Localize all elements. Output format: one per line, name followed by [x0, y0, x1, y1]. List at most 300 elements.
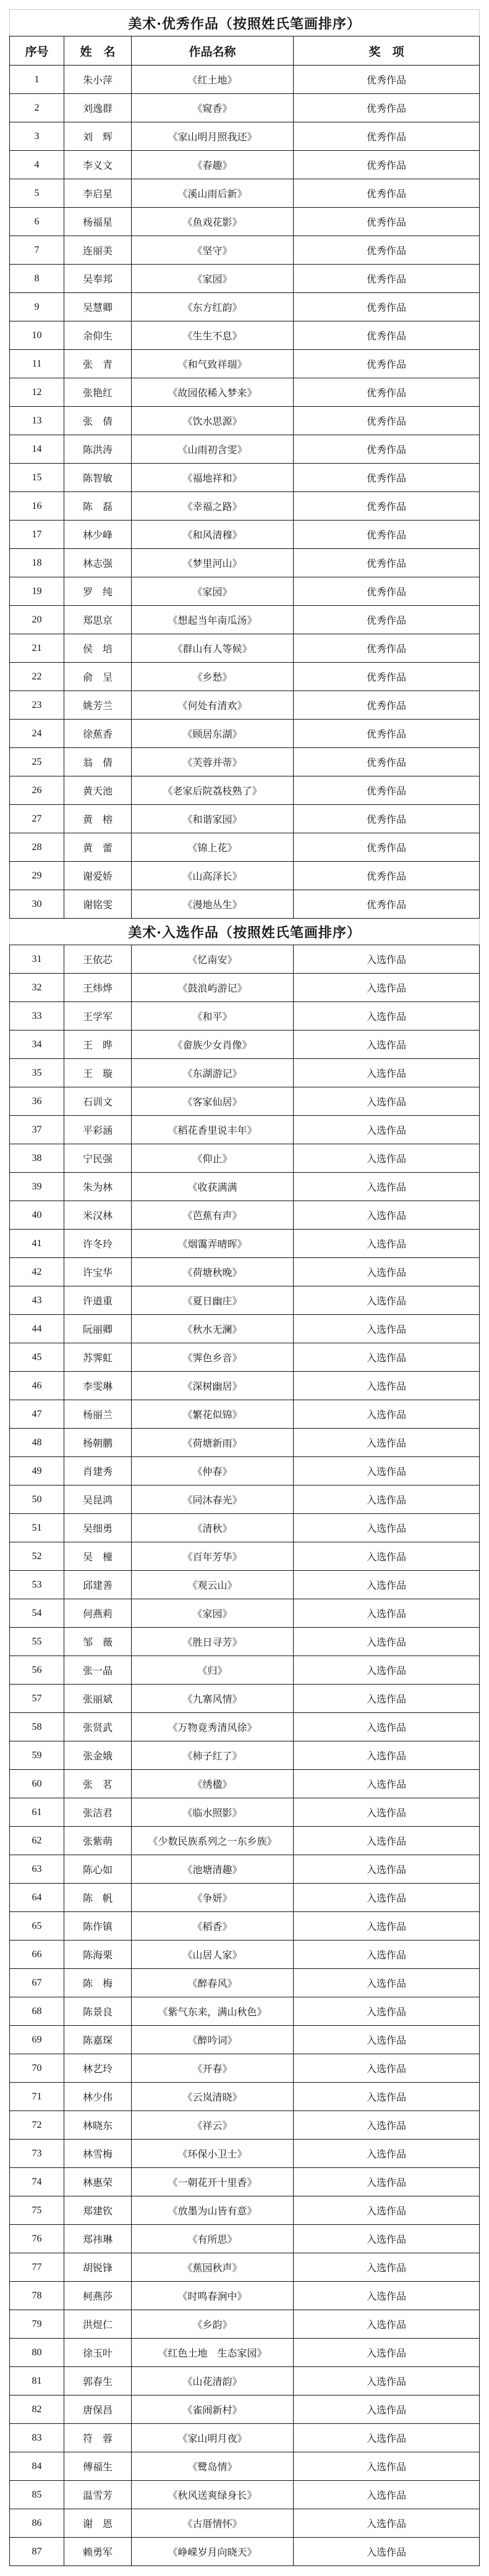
row-number: 25: [10, 748, 64, 776]
row-number: 38: [10, 1144, 64, 1173]
artist-name: 石训文: [64, 1087, 132, 1116]
table-row: [10, 2310, 480, 2339]
table-row: [10, 2225, 480, 2253]
award-type: 优秀作品: [294, 606, 480, 634]
row-number: 56: [10, 1656, 64, 1685]
artist-name: 郑建钦: [64, 2196, 132, 2225]
award-type: 优秀作品: [294, 748, 480, 776]
artist-name: 郑祎琳: [64, 2225, 132, 2253]
table-row: [10, 691, 480, 720]
award-type: 入选作品: [294, 1031, 480, 1059]
artist-name: 林晓东: [64, 2111, 132, 2140]
award-type: 入选作品: [294, 1144, 480, 1173]
row-number: 69: [10, 2026, 64, 2054]
work-title: 《饮水思源》: [132, 407, 294, 435]
artist-name: 谢 恩: [64, 2509, 132, 2538]
work-title: 《争妍》: [132, 1884, 294, 1912]
work-title: 《忆南安》: [132, 945, 294, 974]
award-type: 优秀作品: [294, 805, 480, 833]
work-title: 《荷塘秋晚》: [132, 1258, 294, 1286]
work-title: 《百年芳华》: [132, 1542, 294, 1571]
table-row: [10, 1912, 480, 1941]
work-title: 《山居人家》: [132, 1941, 294, 1969]
award-type: 入选作品: [294, 1315, 480, 1343]
row-number: 34: [10, 1031, 64, 1059]
row-number: 79: [10, 2310, 64, 2339]
table-row: [10, 521, 480, 549]
work-title: 《烟霭弄晴晖》: [132, 1230, 294, 1258]
work-title: 《归》: [132, 1656, 294, 1685]
artist-name: 陈洪涛: [64, 435, 132, 464]
artist-name: 杨福星: [64, 208, 132, 236]
row-number: 43: [10, 1286, 64, 1315]
table-row: [10, 748, 480, 776]
artist-name: 许道重: [64, 1286, 132, 1315]
work-title: 《云岚清晓》: [132, 2083, 294, 2111]
row-number: 26: [10, 776, 64, 805]
table-row: [10, 1855, 480, 1884]
artist-name: 翁 倩: [64, 748, 132, 776]
awards-table: [9, 9, 480, 2566]
table-row: [10, 492, 480, 521]
table-row: [10, 1542, 480, 1571]
table-row: [10, 2424, 480, 2452]
row-number: 64: [10, 1884, 64, 1912]
work-title: 《临水照影》: [132, 1798, 294, 1827]
work-title: 《仰止》: [132, 1144, 294, 1173]
artist-name: 林艺玲: [64, 2054, 132, 2083]
artist-name: 陈 磊: [64, 492, 132, 521]
table-row: [10, 1713, 480, 1741]
artist-name: 黄天池: [64, 776, 132, 805]
award-type: 优秀作品: [294, 577, 480, 606]
artist-name: 张 青: [64, 350, 132, 378]
work-title: 《家园》: [132, 577, 294, 606]
artist-name: 苏霁虹: [64, 1343, 132, 1372]
award-type: 入选作品: [294, 2282, 480, 2310]
table-row: [10, 1144, 480, 1173]
award-type: 入选作品: [294, 1486, 480, 1514]
award-type: 入选作品: [294, 1059, 480, 1087]
award-type: 入选作品: [294, 2367, 480, 2395]
artist-name: 吴奉邦: [64, 265, 132, 293]
award-type: 优秀作品: [294, 236, 480, 265]
table-row: [10, 805, 480, 833]
work-title: 《环保小卫士》: [132, 2140, 294, 2168]
row-number: 37: [10, 1116, 64, 1144]
artist-name: 黄 榕: [64, 805, 132, 833]
artist-name: 杨丽兰: [64, 1400, 132, 1429]
row-number: 61: [10, 1798, 64, 1827]
row-number: 2: [10, 94, 64, 122]
work-title: 《幸福之路》: [132, 492, 294, 521]
work-title: 《山高泽长》: [132, 862, 294, 890]
row-number: 13: [10, 407, 64, 435]
work-title: 《家山明月照我还》: [132, 122, 294, 151]
table-row: [10, 1884, 480, 1912]
row-number: 60: [10, 1770, 64, 1798]
work-title: 《家园》: [132, 265, 294, 293]
work-title: 《鱼戏花影》: [132, 208, 294, 236]
table-row: [10, 293, 480, 321]
table-row: [10, 776, 480, 805]
artist-name: 谢铭雯: [64, 890, 132, 919]
table-row: [10, 1827, 480, 1855]
row-number: 71: [10, 2083, 64, 2111]
award-type: 优秀作品: [294, 208, 480, 236]
artist-name: 陈嘉琛: [64, 2026, 132, 2054]
work-title: 《蕉园秋声》: [132, 2253, 294, 2282]
award-type: 入选作品: [294, 974, 480, 1002]
artist-name: 余仰生: [64, 321, 132, 350]
table-row: [10, 663, 480, 691]
artist-name: 俞 呈: [64, 663, 132, 691]
work-title: 《梦里河山》: [132, 549, 294, 577]
table-row: [10, 66, 480, 94]
row-number: 81: [10, 2367, 64, 2395]
work-title: 《万物竟秀清风徐》: [132, 1713, 294, 1741]
table-row: [10, 2083, 480, 2111]
award-type: 优秀作品: [294, 691, 480, 720]
award-type: 入选作品: [294, 1429, 480, 1457]
work-title: 《和平》: [132, 1002, 294, 1031]
table-row: [10, 151, 480, 179]
artist-name: 李启星: [64, 179, 132, 208]
section-title-row: [10, 10, 480, 36]
award-type: 入选作品: [294, 2481, 480, 2509]
award-type: 入选作品: [294, 2196, 480, 2225]
award-type: 优秀作品: [294, 407, 480, 435]
table-row: [10, 2538, 480, 2566]
work-title: 《池塘清趣》: [132, 1855, 294, 1884]
award-type: 入选作品: [294, 2111, 480, 2140]
award-type: 入选作品: [294, 2168, 480, 2196]
section-title-row: [10, 919, 480, 945]
row-number: 3: [10, 122, 64, 151]
table-row: [10, 1031, 480, 1059]
work-title: 《春趣》: [132, 151, 294, 179]
table-row: [10, 435, 480, 464]
award-type: 入选作品: [294, 1201, 480, 1230]
row-number: 68: [10, 1997, 64, 2026]
row-number: 52: [10, 1542, 64, 1571]
table-row: [10, 1258, 480, 1286]
row-number: 63: [10, 1855, 64, 1884]
row-number: 80: [10, 2339, 64, 2367]
award-type: 入选作品: [294, 2452, 480, 2481]
work-title: 《坚守》: [132, 236, 294, 265]
artist-name: 王炜烨: [64, 974, 132, 1002]
work-title: 《东湖游记》: [132, 1059, 294, 1087]
work-title: 《和气致祥瑞》: [132, 350, 294, 378]
artist-name: 王 璇: [64, 1059, 132, 1087]
row-number: 15: [10, 464, 64, 492]
row-number: 11: [10, 350, 64, 378]
row-number: 51: [10, 1514, 64, 1542]
award-type: 入选作品: [294, 2253, 480, 2282]
award-type: 入选作品: [294, 1173, 480, 1201]
table-row: [10, 2168, 480, 2196]
section-title: 美术·入选作品（按照姓氏笔画排序）: [10, 919, 480, 945]
row-number: 16: [10, 492, 64, 521]
work-title: 《荷塘新雨》: [132, 1429, 294, 1457]
work-title: 《清秋》: [132, 1514, 294, 1542]
artist-name: 姚芳兰: [64, 691, 132, 720]
table-row: [10, 2140, 480, 2168]
artist-name: 陈作镇: [64, 1912, 132, 1941]
award-type: 优秀作品: [294, 776, 480, 805]
row-number: 65: [10, 1912, 64, 1941]
work-title: 《群山有人等候》: [132, 634, 294, 663]
artist-name: 朱为林: [64, 1173, 132, 1201]
row-number: 36: [10, 1087, 64, 1116]
award-type: 优秀作品: [294, 435, 480, 464]
header-work: 作品名称: [132, 36, 294, 66]
award-type: 优秀作品: [294, 151, 480, 179]
table-row: [10, 378, 480, 407]
artist-name: 米汉林: [64, 1201, 132, 1230]
work-title: 《秋水无澜》: [132, 1315, 294, 1343]
artist-name: 张一晶: [64, 1656, 132, 1685]
work-title: 《山雨初含雯》: [132, 435, 294, 464]
award-type: 优秀作品: [294, 833, 480, 862]
row-number: 6: [10, 208, 64, 236]
work-title: 《鼓浪屿游记》: [132, 974, 294, 1002]
work-title: 《放墨为山皆有意》: [132, 2196, 294, 2225]
table-row: [10, 1372, 480, 1400]
row-number: 14: [10, 435, 64, 464]
artist-name: 林惠荣: [64, 2168, 132, 2196]
row-number: 20: [10, 606, 64, 634]
artist-name: 宁民强: [64, 1144, 132, 1173]
award-type: 入选作品: [294, 2140, 480, 2168]
artist-name: 林雪梅: [64, 2140, 132, 2168]
artist-name: 林少峰: [64, 521, 132, 549]
row-number: 70: [10, 2054, 64, 2083]
artist-name: 吴细勇: [64, 1514, 132, 1542]
work-title: 《醉吟词》: [132, 2026, 294, 2054]
row-number: 66: [10, 1941, 64, 1969]
table-row: [10, 1315, 480, 1343]
award-type: 入选作品: [294, 1400, 480, 1429]
award-type: 入选作品: [294, 2054, 480, 2083]
row-number: 18: [10, 549, 64, 577]
section-title: 美术·优秀作品（按照姓氏笔画排序）: [10, 10, 480, 36]
table-row: [10, 1286, 480, 1315]
work-title: 《溪山雨后新》: [132, 179, 294, 208]
table-row: [10, 1059, 480, 1087]
award-type: 优秀作品: [294, 634, 480, 663]
artist-name: 李义文: [64, 151, 132, 179]
work-title: 《夏日幽庄》: [132, 1286, 294, 1315]
work-title: 《顾居东湖》: [132, 720, 294, 748]
artist-name: 张 茗: [64, 1770, 132, 1798]
row-number: 58: [10, 1713, 64, 1741]
table-row: [10, 122, 480, 151]
artist-name: 陈 帆: [64, 1884, 132, 1912]
table-row: [10, 1770, 480, 1798]
table-row: [10, 1002, 480, 1031]
artist-name: 陈心如: [64, 1855, 132, 1884]
work-title: 《收获满满: [132, 1173, 294, 1201]
artist-name: 张金娥: [64, 1741, 132, 1770]
work-title: 《稻香》: [132, 1912, 294, 1941]
artist-name: 胡锐锋: [64, 2253, 132, 2282]
artist-name: 陈智敏: [64, 464, 132, 492]
work-title: 《东方红韵》: [132, 293, 294, 321]
table-row: [10, 350, 480, 378]
row-number: 82: [10, 2395, 64, 2424]
artist-name: 王依芯: [64, 945, 132, 974]
artist-name: 黄 蕾: [64, 833, 132, 862]
work-title: 《开春》: [132, 2054, 294, 2083]
table-row: [10, 1599, 480, 1628]
work-title: 《乡韵》: [132, 2310, 294, 2339]
table-row: [10, 606, 480, 634]
award-type: 优秀作品: [294, 521, 480, 549]
award-type: 入选作品: [294, 1457, 480, 1486]
artist-name: 吴昆鸿: [64, 1486, 132, 1514]
work-title: 《红色土地 生态家园》: [132, 2339, 294, 2367]
artist-name: 林少伟: [64, 2083, 132, 2111]
row-number: 75: [10, 2196, 64, 2225]
work-title: 《少数民族系列之一东乡族》: [132, 1827, 294, 1855]
row-number: 55: [10, 1628, 64, 1656]
award-type: 优秀作品: [294, 293, 480, 321]
work-title: 《观云山》: [132, 1571, 294, 1599]
award-type: 入选作品: [294, 1855, 480, 1884]
table-row: [10, 2054, 480, 2083]
artist-name: 张贤武: [64, 1713, 132, 1741]
artist-name: 温雪芳: [64, 2481, 132, 2509]
table-row: [10, 1941, 480, 1969]
work-title: 《醉春风》: [132, 1969, 294, 1997]
artist-name: 张丽斌: [64, 1685, 132, 1713]
award-type: 入选作品: [294, 1571, 480, 1599]
work-title: 《芭蕉有声》: [132, 1201, 294, 1230]
artist-name: 唐保昌: [64, 2395, 132, 2424]
row-number: 83: [10, 2424, 64, 2452]
table-row: [10, 1201, 480, 1230]
work-title: 《九寨风情》: [132, 1685, 294, 1713]
row-number: 53: [10, 1571, 64, 1599]
work-title: 《古厝情怀》: [132, 2509, 294, 2538]
table-row: [10, 1997, 480, 2026]
artist-name: 傅福生: [64, 2452, 132, 2481]
work-title: 《繁花似锦》: [132, 1400, 294, 1429]
row-number: 74: [10, 2168, 64, 2196]
table-row: [10, 1741, 480, 1770]
artist-name: 罗 纯: [64, 577, 132, 606]
table-row: [10, 1628, 480, 1656]
award-type: 优秀作品: [294, 663, 480, 691]
row-number: 32: [10, 974, 64, 1002]
row-number: 1: [10, 66, 64, 94]
row-number: 50: [10, 1486, 64, 1514]
table-row: [10, 1116, 480, 1144]
table-row: [10, 2253, 480, 2282]
awards-table-body: [10, 10, 480, 2566]
work-title: 《红土地》: [132, 66, 294, 94]
row-number: 28: [10, 833, 64, 862]
work-title: 《老家后院荔枝熟了》: [132, 776, 294, 805]
table-row: [10, 634, 480, 663]
artist-name: 刘逸群: [64, 94, 132, 122]
award-type: 入选作品: [294, 1685, 480, 1713]
artist-name: 平彩涵: [64, 1116, 132, 1144]
table-row: [10, 1486, 480, 1514]
award-type: 入选作品: [294, 2424, 480, 2452]
work-title: 《柿子红了》: [132, 1741, 294, 1770]
award-type: 入选作品: [294, 2310, 480, 2339]
table-row: [10, 1571, 480, 1599]
table-row: [10, 1969, 480, 1997]
row-number: 49: [10, 1457, 64, 1486]
row-number: 9: [10, 293, 64, 321]
award-type: 优秀作品: [294, 350, 480, 378]
award-type: 优秀作品: [294, 549, 480, 577]
work-title: 《想起当年南瓜汤》: [132, 606, 294, 634]
artist-name: 邱建善: [64, 1571, 132, 1599]
work-title: 《家山明月夜》: [132, 2424, 294, 2452]
work-title: 《山花清韵》: [132, 2367, 294, 2395]
artist-name: 赖勇军: [64, 2538, 132, 2566]
award-type: 入选作品: [294, 2083, 480, 2111]
row-number: 29: [10, 862, 64, 890]
table-header-row: [10, 36, 480, 66]
work-title: 《仲春》: [132, 1457, 294, 1486]
row-number: 27: [10, 805, 64, 833]
artist-name: 张紫萌: [64, 1827, 132, 1855]
work-title: 《一朝花开十里香》: [132, 2168, 294, 2196]
table-row: [10, 208, 480, 236]
artist-name: 吴慧卿: [64, 293, 132, 321]
row-number: 39: [10, 1173, 64, 1201]
award-type: 入选作品: [294, 1542, 480, 1571]
work-title: 《霁色乡音》: [132, 1343, 294, 1372]
award-type: 入选作品: [294, 945, 480, 974]
row-number: 31: [10, 945, 64, 974]
work-title: 《客家仙居》: [132, 1087, 294, 1116]
artist-name: 陈海栗: [64, 1941, 132, 1969]
award-type: 入选作品: [294, 1656, 480, 1685]
work-title: 《和谐家园》: [132, 805, 294, 833]
row-number: 30: [10, 890, 64, 919]
artist-name: 张洁君: [64, 1798, 132, 1827]
table-row: [10, 265, 480, 293]
award-type: 入选作品: [294, 1599, 480, 1628]
artist-name: 谢爱娇: [64, 862, 132, 890]
artist-name: 何燕莉: [64, 1599, 132, 1628]
table-row: [10, 1429, 480, 1457]
award-type: 入选作品: [294, 1798, 480, 1827]
work-title: 《畲族少女肖像》: [132, 1031, 294, 1059]
work-title: 《鹭岛情》: [132, 2452, 294, 2481]
award-type: 入选作品: [294, 1087, 480, 1116]
work-title: 《锦上花》: [132, 833, 294, 862]
award-type: 优秀作品: [294, 378, 480, 407]
table-row: [10, 2111, 480, 2140]
artist-name: 连丽美: [64, 236, 132, 265]
row-number: 86: [10, 2509, 64, 2538]
table-row: [10, 720, 480, 748]
table-row: [10, 945, 480, 974]
row-number: 78: [10, 2282, 64, 2310]
award-type: 入选作品: [294, 1997, 480, 2026]
artist-name: 邹 薇: [64, 1628, 132, 1656]
artist-name: 李雯琳: [64, 1372, 132, 1400]
award-type: 优秀作品: [294, 94, 480, 122]
